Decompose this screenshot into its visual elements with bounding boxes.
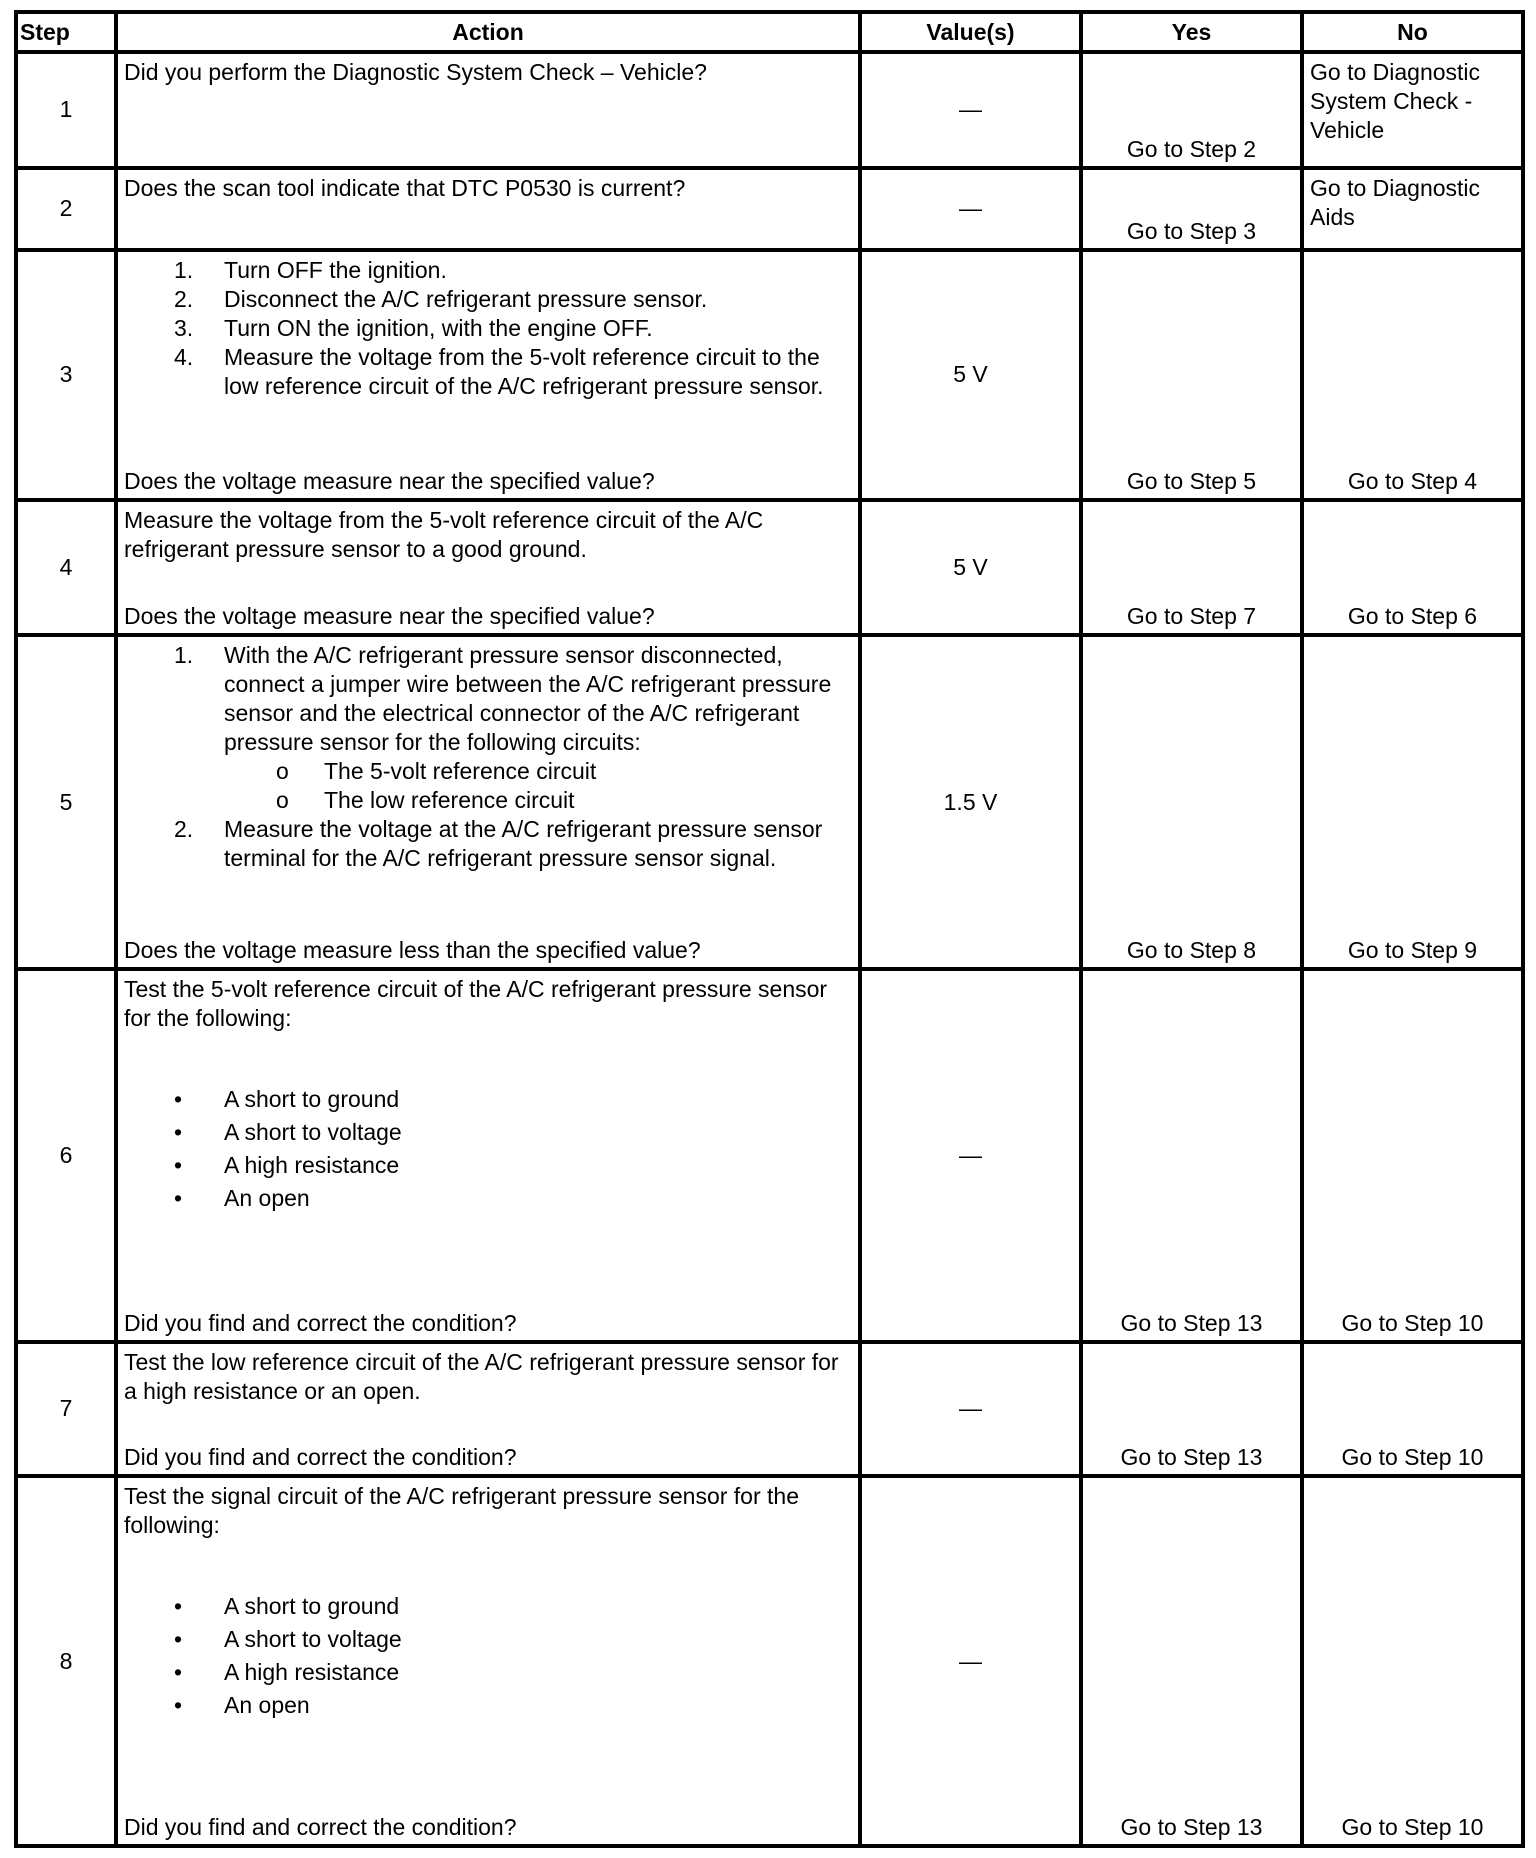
bullet-list	[124, 1083, 852, 1215]
list-item: • An open	[174, 1692, 310, 1719]
no-cell: Go to Step 10	[1302, 969, 1523, 1341]
list-item: • A short to voltage	[174, 1119, 402, 1146]
step-number: 5	[16, 635, 116, 970]
step-number: 3	[16, 250, 116, 500]
header-row	[16, 12, 1523, 52]
list-item: • A high resistance	[174, 1152, 400, 1179]
action-cell	[116, 500, 860, 635]
step-number: 6	[16, 969, 116, 1341]
action-text: Test the signal circuit of the A/C refrigerant pressure sensor for the following:	[124, 1483, 799, 1539]
list-item: 1. With the A/C refrigerant pressure sensor disconnected, connect a jumper wire between the A/C refrigerant pressure sensor and the electrical connector of the A/C refrigerant pressure sensor for the following circuits: o The 5-volt reference circuit o The low reference circuit	[124, 641, 852, 815]
action-cell	[116, 1476, 860, 1846]
header-step: Step	[16, 12, 116, 52]
no-cell: Go to Step 10	[1302, 1476, 1523, 1846]
sub-list-item: o The 5-volt reference circuit	[276, 757, 597, 784]
value-cell: 5 V	[860, 500, 1081, 635]
question-text: Does the voltage measure near the specified value?	[124, 468, 655, 495]
no-cell: Go to Step 4	[1302, 250, 1523, 500]
list-item: • A high resistance	[174, 1659, 400, 1686]
question-text: Does the voltage measure near the specified value?	[124, 602, 655, 629]
table-row	[16, 1476, 1523, 1846]
question-text: Did you find and correct the condition?	[124, 1444, 517, 1471]
table-row	[16, 52, 1523, 168]
value-cell: 1.5 V	[860, 635, 1081, 970]
table-row	[16, 969, 1523, 1341]
list-item: 2. Measure the voltage at the A/C refrigerant pressure sensor terminal for the A/C refrigerant pressure sensor signal.	[174, 815, 823, 871]
question-text: Did you find and correct the condition?	[124, 1309, 517, 1336]
yes-cell: Go to Step 2	[1081, 52, 1302, 168]
action-text: Measure the voltage from the 5-volt reference circuit of the A/C refrigerant pressure sensor to a good ground.	[124, 507, 764, 563]
value-cell: —	[860, 1476, 1081, 1846]
value-cell: —	[860, 168, 1081, 250]
header-action: Action	[116, 12, 860, 52]
table-row	[16, 1342, 1523, 1477]
value-cell: —	[860, 52, 1081, 168]
list-item: 4. Measure the voltage from the 5-volt reference circuit to the low reference circuit of the A/C refrigerant pressure sensor.	[174, 343, 824, 399]
list-item: 1. Turn OFF the ignition.	[174, 256, 447, 283]
yes-cell: Go to Step 13	[1081, 1476, 1302, 1846]
list-item: • A short to voltage	[174, 1626, 402, 1653]
table-row	[16, 168, 1523, 250]
table-row	[16, 635, 1523, 970]
action-cell	[116, 635, 860, 970]
sub-list-item: o The low reference circuit	[276, 786, 575, 813]
sub-list	[224, 757, 852, 815]
step-number: 1	[16, 52, 116, 168]
numbered-list	[124, 641, 852, 873]
step-number: 2	[16, 168, 116, 250]
step-number: 7	[16, 1342, 116, 1477]
action-cell	[116, 250, 860, 500]
list-item: • An open	[174, 1185, 310, 1212]
table-row	[16, 500, 1523, 635]
header-no: No	[1302, 12, 1523, 52]
no-cell: Go to Diagnostic System Check - Vehicle	[1302, 52, 1523, 168]
yes-cell: Go to Step 8	[1081, 635, 1302, 970]
list-item: • A short to ground	[174, 1593, 400, 1620]
action-cell	[116, 52, 860, 168]
no-cell: Go to Step 9	[1302, 635, 1523, 970]
action-cell	[116, 168, 860, 250]
list-item: 3. Turn ON the ignition, with the engine OFF.	[174, 314, 653, 341]
action-cell	[116, 1342, 860, 1477]
no-cell: Go to Step 6	[1302, 500, 1523, 635]
action-text: Did you perform the Diagnostic System Check – Vehicle?	[124, 59, 707, 85]
question-text: Did you find and correct the condition?	[124, 1814, 517, 1840]
yes-cell: Go to Step 13	[1081, 1342, 1302, 1477]
action-text: Test the 5-volt reference circuit of the A/C refrigerant pressure sensor for the following:	[124, 976, 828, 1032]
no-cell: Go to Step 10	[1302, 1342, 1523, 1477]
yes-cell: Go to Step 5	[1081, 250, 1302, 500]
numbered-list	[124, 256, 852, 401]
action-cell	[116, 969, 860, 1341]
table-row	[16, 250, 1523, 500]
list-item: • A short to ground	[174, 1086, 400, 1113]
yes-cell: Go to Step 3	[1081, 168, 1302, 250]
diagnostic-table	[14, 10, 1525, 1848]
value-cell: 5 V	[860, 250, 1081, 500]
yes-cell: Go to Step 13	[1081, 969, 1302, 1341]
step-number: 8	[16, 1476, 116, 1846]
header-yes: Yes	[1081, 12, 1302, 52]
yes-cell: Go to Step 7	[1081, 500, 1302, 635]
value-cell: —	[860, 969, 1081, 1341]
step-number: 4	[16, 500, 116, 635]
action-text: Does the scan tool indicate that DTC P0530 is current?	[124, 174, 686, 201]
value-cell: —	[860, 1342, 1081, 1477]
header-values: Value(s)	[860, 12, 1081, 52]
question-text: Does the voltage measure less than the specified value?	[124, 937, 701, 964]
bullet-list	[124, 1590, 852, 1722]
no-cell: Go to Diagnostic Aids	[1302, 168, 1523, 250]
action-text: Test the low reference circuit of the A/C refrigerant pressure sensor for a high resistance or an open.	[124, 1348, 839, 1404]
list-item: 2. Disconnect the A/C refrigerant pressure sensor.	[174, 285, 708, 312]
